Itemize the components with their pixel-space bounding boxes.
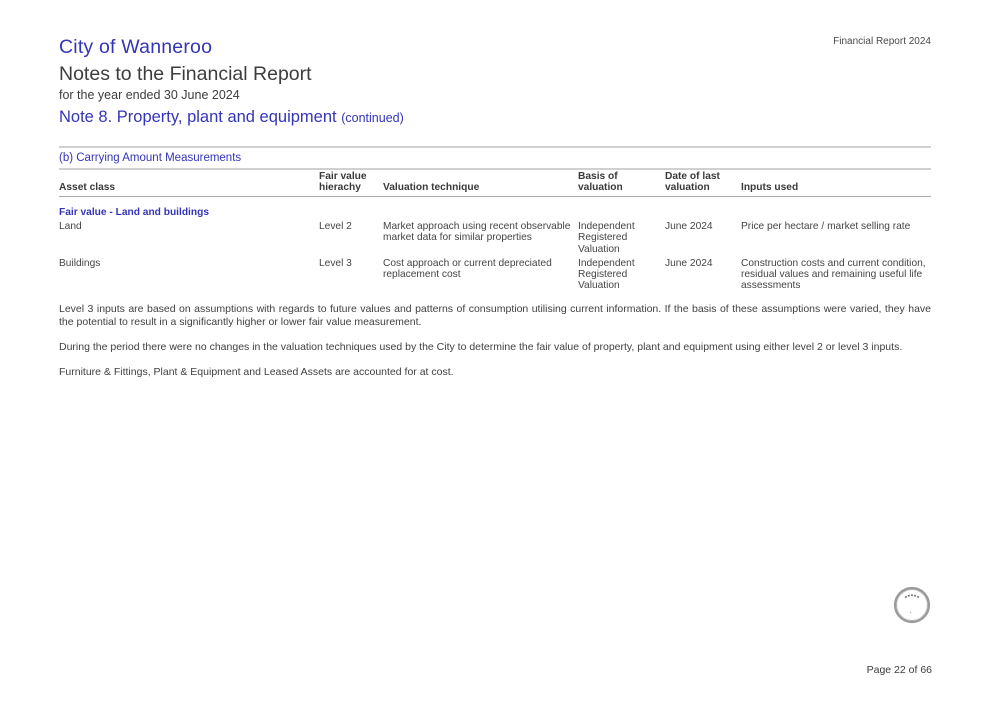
cell-date-of-last-valuation: June 2024 <box>665 221 713 233</box>
paragraph <box>59 341 931 354</box>
column-header-date-of-last-valuation: Date of last valuation <box>665 170 720 193</box>
column-header-fair-value-hierarchy: Fair value hierachy <box>319 170 367 193</box>
org-title: City of Wanneroo <box>59 36 213 58</box>
page-subtitle: for the year ended 30 June 2024 <box>59 88 240 102</box>
note-continued-label: (continued) <box>341 111 404 125</box>
table-header-row <box>59 170 931 197</box>
note-heading-text: Note 8. Property, plant and equipment <box>59 108 337 126</box>
cell-hierarchy: Level 3 <box>319 257 352 269</box>
cell-hierarchy: Level 2 <box>319 221 352 233</box>
cell-date-of-last-valuation: June 2024 <box>665 257 713 269</box>
cell-valuation-technique: Cost approach or current depreciated replacement cost <box>383 257 552 281</box>
table-row <box>59 221 931 255</box>
paragraph <box>59 366 931 379</box>
cell-asset-class: Buildings <box>59 257 101 269</box>
column-header-valuation-technique: Valuation technique <box>383 181 480 193</box>
section-heading: (b) Carrying Amount Measurements <box>59 152 242 164</box>
cell-inputs-used: Price per hectare / market selling rate <box>741 221 911 233</box>
page-title: Notes to the Financial Report <box>59 63 312 85</box>
cell-basis-of-valuation: Independent Registered Valuation <box>578 257 635 292</box>
paragraph-line: Level 3 inputs are based on assumptions with regards to future values and patterns of consumption utilising current information. If the basis of these assumptions were varied, they have <box>59 303 931 315</box>
body-text <box>59 303 931 391</box>
note-heading <box>59 108 404 127</box>
paragraph-line: During the period there were no changes in the valuation techniques used by the City to determine the fair value of property, plant and equipment using either level 2 or level 3 inputs. <box>59 341 903 353</box>
audit-stamp-icon <box>893 586 931 624</box>
table-row <box>59 258 931 292</box>
cell-asset-class: Land <box>59 221 82 233</box>
paragraph-line: the potential to result in a significantly higher or lower fair value measurement. <box>59 316 422 328</box>
horizontal-rule <box>59 146 931 148</box>
cell-inputs-used: Construction costs and current condition, residual values and remaining useful life assessments <box>741 257 926 292</box>
report-tag: Financial Report 2024 <box>833 36 931 47</box>
carrying-amount-table <box>59 170 931 291</box>
paragraph-line: Furniture & Fittings, Plant & Equipment and Leased Assets are accounted for at cost. <box>59 366 454 378</box>
cell-basis-of-valuation: Independent Registered Valuation <box>578 221 635 255</box>
paragraph <box>59 303 931 329</box>
column-header-asset-class: Asset class <box>59 181 116 193</box>
column-header-inputs-used: Inputs used <box>741 181 799 193</box>
table-group-label: Fair value - Land and buildings <box>59 207 209 218</box>
cell-valuation-technique: Market approach using recent observable market data for similar properties <box>383 221 571 244</box>
column-header-basis-of-valuation: Basis of valuation <box>578 170 623 193</box>
page-number: Page 22 of 66 <box>866 664 932 676</box>
